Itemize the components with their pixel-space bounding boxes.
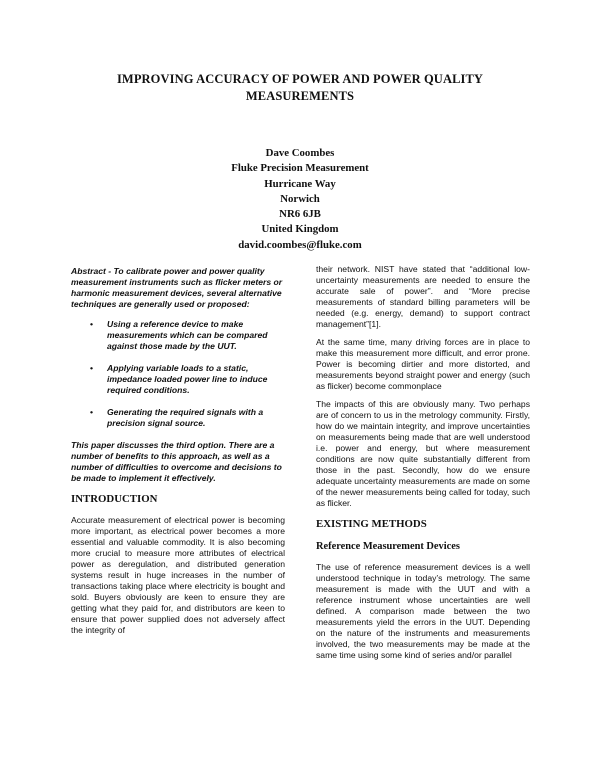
author-name: Dave Coombes <box>265 147 335 159</box>
existing-methods-paragraph-1: The use of reference measurement devices is a well understood technique in today’s metrology. The same measurement is made with the UUT and with a reference instrument whose uncertainties are well defined. A comparison made between the two measurements yield the errors in the UUT. Depending on the nature of the instruments and measurements involved, the two measurements may be made at the same time using some kind of series and/or parallel <box>316 562 530 660</box>
author-organization: Fluke Precision Measurement <box>231 162 369 175</box>
abstract-closing: This paper discusses the third option. There are a number of benefits to this approach, as well as a number of difficulties to overcome and decisions to be made to implement it effectively. <box>71 440 282 483</box>
abstract-intro: Abstract - To calibrate power and power quality measurement instruments such as flicker meters or harmonic measurement devices, several alternative techniques are generally used or proposed: <box>71 266 283 309</box>
title-line-2: MEASUREMENTS <box>245 89 355 103</box>
abstract-bullet-item <box>71 319 285 352</box>
bullet-icon: • <box>90 363 94 373</box>
existing-methods-heading: EXISTING METHODS <box>316 518 427 530</box>
introduction-paragraph-1-continued: their network. NIST have stated that “additional low-uncertainty measurements are needed to ensure the accurate sale of power”. and “More precise measurements of standard billing parameters will be needed (e.g. energy, demand) to support contract management”[1]. <box>316 264 530 329</box>
author-postcode: NR6 6JB <box>279 208 321 221</box>
bullet-text: Applying variable loads to a static, impedance loaded power line to induce required conditions. <box>107 363 268 395</box>
abstract-bullet-item <box>71 363 285 396</box>
author-email[interactable]: david.coombes@fluke.com <box>238 238 362 251</box>
introduction-paragraph-1: Accurate measurement of electrical power is becoming more important, as electrical power becomes a more essential and valuable commodity. It is also becoming more crucial to measure more attributes of electrical power as deregulation, and distributed generation systems result in huge increases in the number of transactions taking place where electricity is bought and sold. Buyers obviously are keen to ensure they are getting what they paid for, and distributors are keen to ensure that power supplied does not adversely affect the integrity of <box>71 515 285 635</box>
bullet-icon: • <box>90 319 94 329</box>
author-street: Hurricane Way <box>264 177 336 190</box>
author-country: United Kingdom <box>261 223 339 236</box>
paper-title <box>60 71 540 105</box>
bullet-text: Using a reference device to make measurements which can be compared against those made by the UUT. <box>107 319 268 351</box>
introduction-paragraph-3: The impacts of this are obviously many. Two perhaps are of concern to us in the metrology community. Firstly, how do we maintain integrity, and improve uncertainties on measurements being made that are well understood i.e. power and energy, but where measurement conditions are now quite substantially different from those in the past. Secondly, how do we ensure adequate uncertainty measurements are made on some of the newer measurements being called for today, such as flicker. <box>316 399 530 508</box>
abstract-bullet-list <box>71 319 285 429</box>
bullet-icon: • <box>90 407 94 417</box>
bullet-text: Generating the required signals with a precision signal source. <box>107 407 264 428</box>
abstract-bullet-item <box>71 407 285 429</box>
author-block <box>100 146 500 253</box>
left-column <box>71 266 285 636</box>
author-city: Norwich <box>280 192 320 205</box>
title-line-1: IMPROVING ACCURACY OF POWER AND POWER QUALITY <box>116 72 484 86</box>
introduction-paragraph-2: At the same time, many driving forces are in place to make this measurement more difficult, and error prone. Power is becoming dirtier and more distorted, and measurements beyond straight power and energy (such as flicker) become commonplace <box>316 337 530 391</box>
introduction-heading: INTRODUCTION <box>71 493 158 505</box>
reference-devices-subheading: Reference Measurement Devices <box>316 541 460 552</box>
right-column <box>316 264 530 661</box>
